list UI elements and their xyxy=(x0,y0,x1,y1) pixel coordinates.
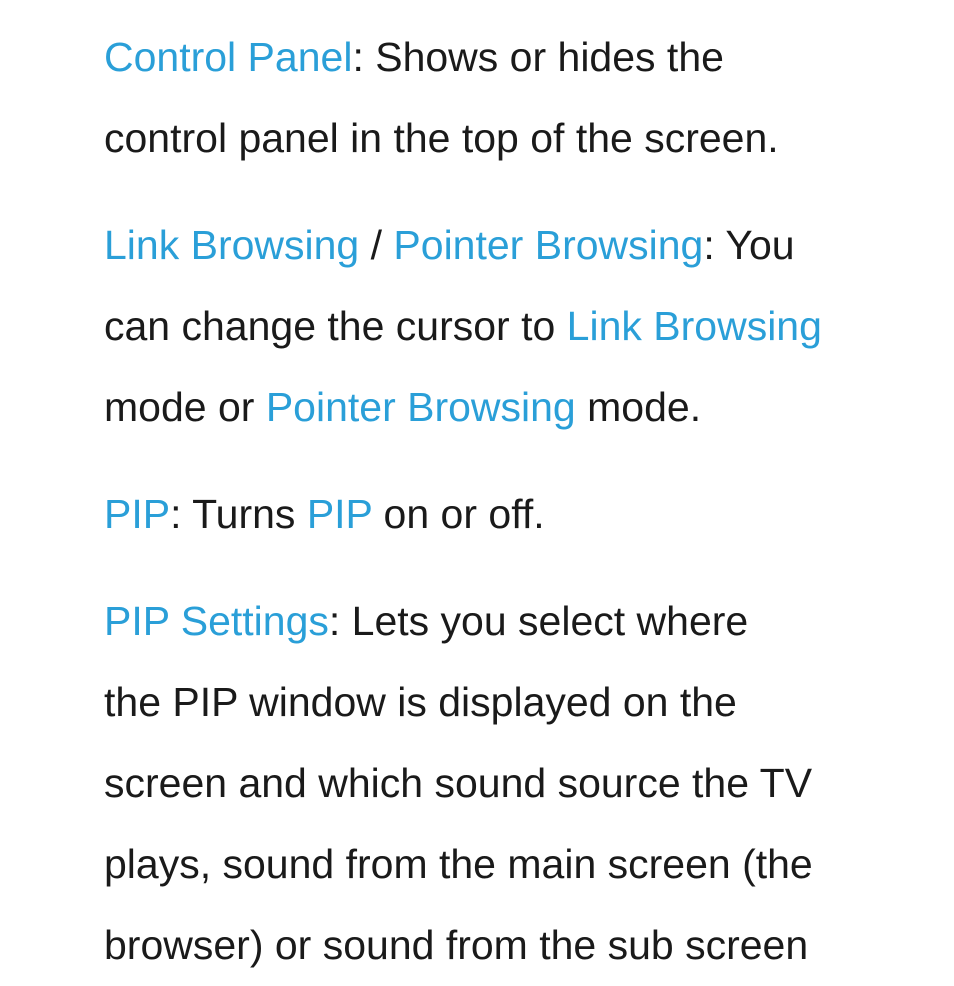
term-pointer-browsing: Pointer Browsing xyxy=(393,222,704,268)
term-pip: PIP xyxy=(306,491,373,537)
text-line xyxy=(104,905,944,986)
option-pip-settings xyxy=(104,581,944,986)
description-text: on or off. xyxy=(372,491,545,537)
description-text: : Lets you select where xyxy=(328,598,749,644)
description-text: screen and which sound source the TV xyxy=(104,760,813,806)
term-link-browsing: Link Browsing xyxy=(566,303,822,349)
text-line xyxy=(104,474,944,555)
option-control-panel xyxy=(104,0,944,179)
text-line xyxy=(104,367,944,448)
description-text: can change the cursor to xyxy=(104,303,567,349)
manual-page xyxy=(104,0,944,986)
text-line xyxy=(104,205,944,286)
description-text: control panel in the top of the screen. xyxy=(104,115,779,161)
description-text: : Shows or hides the xyxy=(352,34,724,80)
text-line xyxy=(104,17,944,98)
option-link-pointer-browsing xyxy=(104,205,944,448)
text-line xyxy=(104,98,944,179)
text-line xyxy=(104,662,944,743)
term-pointer-browsing: Pointer Browsing xyxy=(265,384,576,430)
description-text: : Turns xyxy=(170,491,307,537)
term-link-browsing: Link Browsing xyxy=(104,222,360,268)
term-control-panel: Control Panel xyxy=(104,34,353,80)
option-pip xyxy=(104,474,944,555)
description-text: browser) or sound from the sub screen xyxy=(104,922,809,968)
description-text: plays, sound from the main screen (the xyxy=(104,841,813,887)
text-line xyxy=(104,581,944,662)
description-text: mode. xyxy=(575,384,702,430)
description-text: the PIP window is displayed on the xyxy=(104,679,737,725)
text-line xyxy=(104,824,944,905)
text-line xyxy=(104,286,944,367)
term-pip: PIP xyxy=(104,491,171,537)
description-text: : You xyxy=(703,222,795,268)
separator-text: / xyxy=(359,222,394,268)
description-text: mode or xyxy=(104,384,266,430)
term-pip-settings: PIP Settings xyxy=(104,598,329,644)
text-line xyxy=(104,743,944,824)
